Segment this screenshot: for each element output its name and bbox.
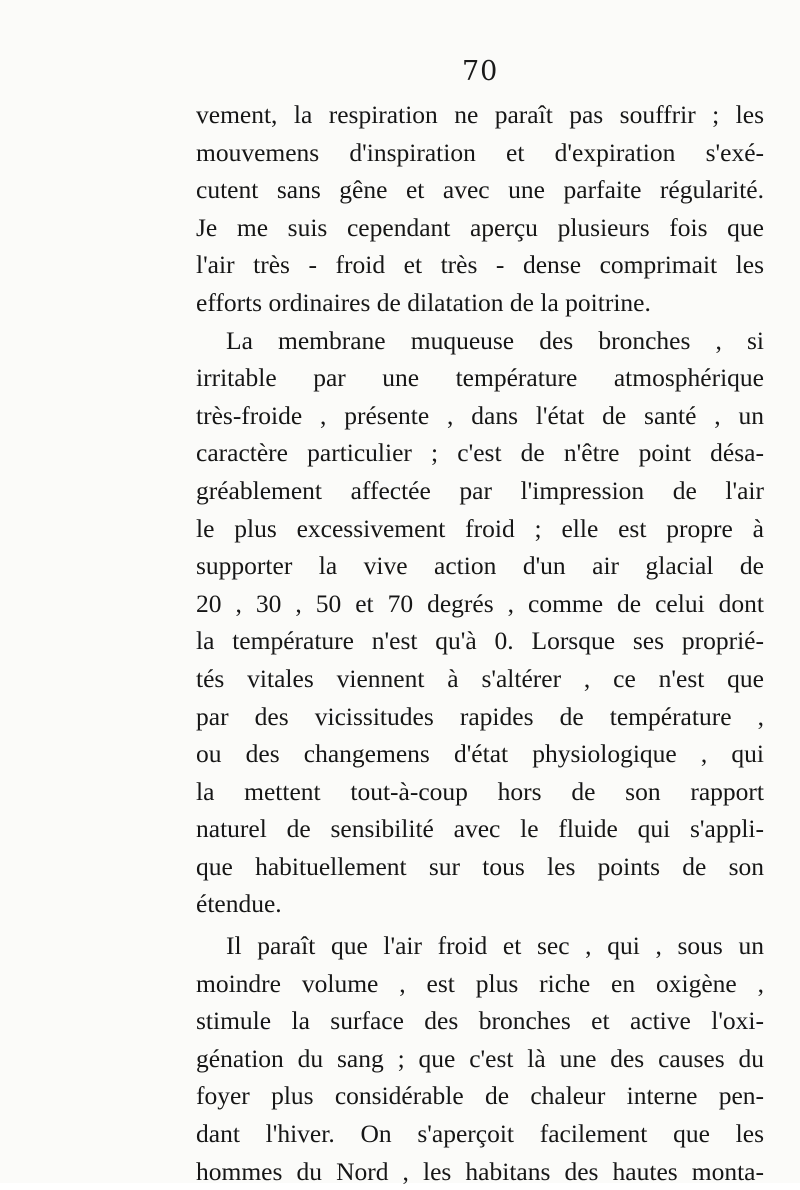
- body-text: [196, 96, 764, 1190]
- text-line: supporter la vive action d'un air glacial de: [196, 551, 764, 581]
- text-line: la mettent tout-à-coup hors de son rapport: [196, 776, 764, 806]
- text-line: efforts ordinaires de dilatation de la poitrine.: [196, 287, 651, 317]
- page-number: 70: [462, 56, 499, 87]
- text-line: hommes du Nord , les habitans des hautes monta-: [196, 1156, 764, 1186]
- paragraph-start-line: La membrane muqueuse des bronches , si: [226, 325, 764, 355]
- text-line: dant l'hiver. On s'aperçoit facilement que les: [196, 1119, 764, 1149]
- text-line: naturel de sensibilité avec le fluide qui s'appli-: [196, 814, 764, 844]
- text-line: ou des changemens d'état physiologique , qui: [196, 739, 764, 769]
- text-line: mouvemens d'inspiration et d'expiration s'exé-: [196, 137, 764, 167]
- text-line: foyer plus considérable de chaleur interne pen-: [196, 1081, 764, 1111]
- text-line: par des vicissitudes rapides de température ,: [196, 701, 764, 731]
- text-line: génation du sang ; que c'est là une des causes du: [196, 1043, 764, 1073]
- text-line: étendue.: [196, 889, 282, 919]
- text-line: l'air très - froid et très - dense comprimait les: [196, 250, 764, 280]
- text-line: stimule la surface des bronches et active l'oxi-: [196, 1006, 764, 1036]
- text-line: moindre volume , est plus riche en oxigène ,: [196, 968, 764, 998]
- text-line: la température n'est qu'à 0. Lorsque ses proprié-: [196, 626, 764, 656]
- text-line: gréablement affectée par l'impression de l'air: [196, 475, 764, 505]
- text-line: 20 , 30 , 50 et 70 degrés , comme de celui dont: [196, 588, 764, 618]
- text-line: tés vitales viennent à s'altérer , ce n'est que: [196, 663, 764, 693]
- text-line: cutent sans gêne et avec une parfaite régularité.: [196, 175, 764, 205]
- text-line: que habituellement sur tous les points de son: [196, 851, 764, 881]
- text-line: vement, la respiration ne paraît pas souffrir ; les: [196, 100, 764, 129]
- text-line: très-froide , présente , dans l'état de santé , un: [196, 400, 764, 430]
- text-line: caractère particulier ; c'est de n'être point désa-: [196, 438, 764, 468]
- text-line: irritable par une température atmosphérique: [196, 363, 764, 393]
- paragraph-start-line: Il paraît que l'air froid et sec , qui , sous un: [226, 931, 764, 961]
- text-line: le plus excessivement froid ; elle est propre à: [196, 513, 764, 543]
- text-line: Je me suis cependant aperçu plusieurs fois que: [196, 212, 764, 242]
